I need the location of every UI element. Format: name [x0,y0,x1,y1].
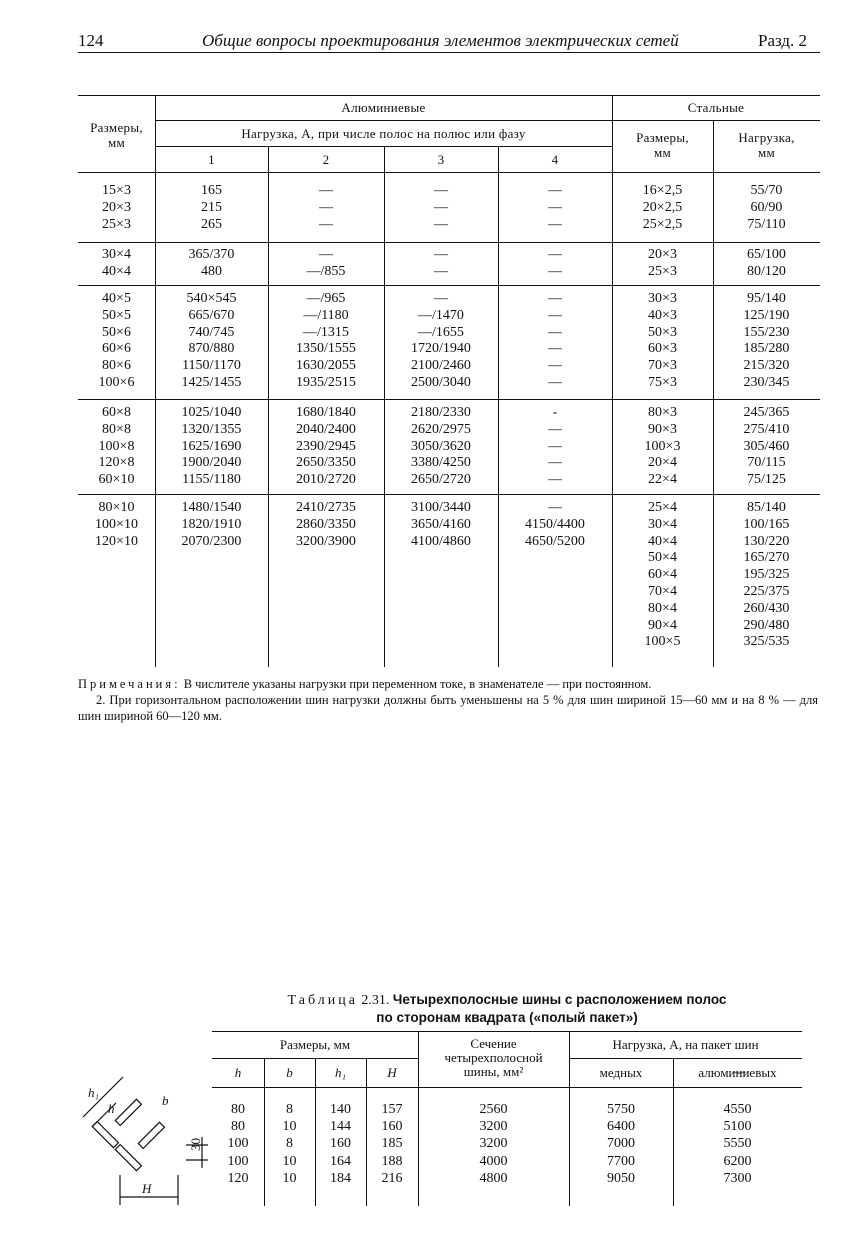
col-sizes-header: Размеры, мм [90,120,143,150]
load-4-cell: — — [548,247,562,279]
steel-loads-cell: 95/140 125/190 155/230 185/280 215/320 230/345 [743,291,790,390]
table-caption-line2 [212,1009,802,1028]
rule [78,399,820,400]
rule [212,1087,802,1088]
running-title: Общие вопросы проектирования элементов электрических сетей [202,31,679,50]
caption-title-line2: по сторонам квадрата («полый пакет») [376,1010,638,1025]
steel-sizes-cell: 20×3 25×3 [648,247,677,279]
load-2-cell: 1680/1840 2040/2400 2390/2945 2650/3350 2010/2720 [296,405,356,488]
strip-count-4: 4 [551,152,559,167]
load-1-cell: 540×545 665/670 740/745 870/880 1150/1170 1425/1455 [181,291,242,390]
load-3-cell: — — [434,247,448,279]
strip-shape [115,1099,141,1125]
load-4-cell: — 4150/4400 4650/5200 [525,500,585,549]
note-2: 2. При горизонтальном расположении шин нагрузки должны быть уменьшены на 5 % для шин шириной 15—60 мм и на 8 % — для шин шириной 60—120 мм. [78,693,818,723]
table-caption [212,991,802,1010]
steel-sizes-cell: 16×2,5 20×2,5 25×2,5 [642,183,683,232]
steel-sizes-cell: 25×4 30×4 40×4 50×4 60×4 70×4 80×4 90×4 100×5 [644,500,681,650]
rule [569,1058,802,1059]
strip-shape [115,1145,141,1171]
col-H-header: H [387,1065,397,1080]
strip-shape [138,1122,164,1148]
table-notes [78,676,818,724]
steel-group-header: Стальные [687,100,745,115]
h-label: h [108,1101,115,1116]
steel-sizes-cell: 80×3 90×3 100×3 20×4 22×4 [644,405,681,488]
copper-values: 5750 6400 7000 7700 9050 [607,1102,635,1186]
sizes-header: Размеры, мм [279,1037,351,1052]
gap-30-label: 30 [188,1138,203,1151]
col-h1-header: h₁ [334,1065,347,1080]
rule [78,494,820,495]
load-2-cell: — —/855 [306,247,346,279]
strip-count-2: 2 [322,152,330,167]
strip-count-3: 3 [437,152,445,167]
aluminum-header: алюми̶н̶иевых [698,1065,777,1080]
steel-loads-cell: 55/70 60/90 75/110 [747,183,786,232]
rule [78,242,820,243]
load-4-cell: — — — — — — [548,291,562,390]
sizes-cell: 40×5 50×5 50×6 60×6 80×6 100×6 [98,291,135,390]
strip-shape [92,1122,118,1148]
busbar-load-table [78,95,820,667]
load-4-cell: - — — — — [548,405,562,488]
strip-count-1: 1 [208,152,215,167]
col-h-header: h [234,1065,242,1080]
sizes-cell: 80×10 100×10 120×10 [95,500,138,549]
rule [78,95,820,96]
sizes-cell: 60×8 80×8 100×8 120×8 60×10 [98,405,135,488]
b-label: b [162,1093,169,1108]
hollow-package-table [212,1031,802,1206]
H-values: 157 160 185 188 216 [381,1102,403,1186]
load-2-cell: —/965 —/1180 —/1315 1350/1555 1630/2055 1935/2515 [296,291,356,390]
load-1-cell: 165 215 265 [201,183,222,232]
note-1-text: В числителе указаны нагрузки при переменном токе, в знаменателе — при постоянном. [180,677,652,691]
section-label: Разд. 2 [758,31,808,50]
hollow-package-figure [78,1075,212,1210]
caption-title-line1: Четырехполосные шины с расположением полос [392,992,727,1007]
load-1-cell: 1480/1540 1820/1910 2070/2300 [181,500,242,549]
copper-header: медных [599,1065,643,1080]
page-number: 124 [78,31,104,50]
load-2-cell: — — — [319,183,333,232]
H-label: H [142,1181,152,1196]
col-b-header: b [286,1065,293,1080]
header-rule [78,52,820,53]
steel-load-header: Нагрузка, мм [738,130,795,160]
notes-label: Примечания: [78,677,181,691]
rule [78,172,820,173]
load-1-cell: 1025/1040 1320/1355 1625/1690 1900/2040 1155/1180 [181,405,242,488]
load-3-cell: 3100/3440 3650/4160 4100/4860 [411,500,471,549]
h1-values: 140 144 160 164 184 [330,1102,351,1186]
steel-loads-cell: 245/365 275/410 305/460 70/115 75/125 [743,405,790,488]
b-values: 8 10 8 10 10 [282,1102,297,1186]
section-values: 2560 3200 3200 4000 4800 [479,1102,508,1186]
load-3-cell: 2180/2330 2620/2975 3050/3620 3380/4250 2650/2720 [411,405,471,488]
load-3-cell: — —/1470 —/1655 1720/1940 2100/2460 2500/3040 [411,291,471,390]
steel-loads-cell: 65/100 80/120 [747,247,786,279]
h-values: 80 80 100 100 120 [227,1102,249,1186]
load-4-cell: — — — [548,183,562,232]
rule [155,120,820,121]
load-subheader: Нагрузка, А, при числе полос на полюс или фазу [241,126,526,141]
load-1-cell: 365/370 480 [188,247,235,279]
load-header: Нагрузка, А, на пакет шин [612,1037,759,1052]
load-2-cell: 2410/2735 2860/3350 3200/3900 [296,500,356,549]
caption-prefix: Таблица [287,993,358,1008]
sizes-cell: 30×4 40×4 [102,247,131,279]
aluminum-values: 4550 5100 5550 6200 7300 [723,1102,752,1186]
h1-label: h₁ [88,1085,100,1100]
steel-loads-cell: 85/140 100/165 130/220 165/270 195/325 225/375 260/430 290/480 325/535 [743,500,790,650]
rule [212,1031,802,1032]
steel-sizes-cell: 30×3 40×3 50×3 60×3 70×3 75×3 [648,291,677,390]
steel-sizes-header: Размеры, мм [636,130,689,160]
section-header: Сечение четырехполосной шины, мм² [444,1036,543,1079]
sizes-cell: 15×3 20×3 25×3 [102,183,131,232]
rule [78,285,820,286]
aluminum-group-header: Алюминиевые [341,100,426,115]
caption-number: 2.31. [361,993,390,1008]
load-3-cell: — — — [434,183,448,232]
note-1 [78,676,818,692]
